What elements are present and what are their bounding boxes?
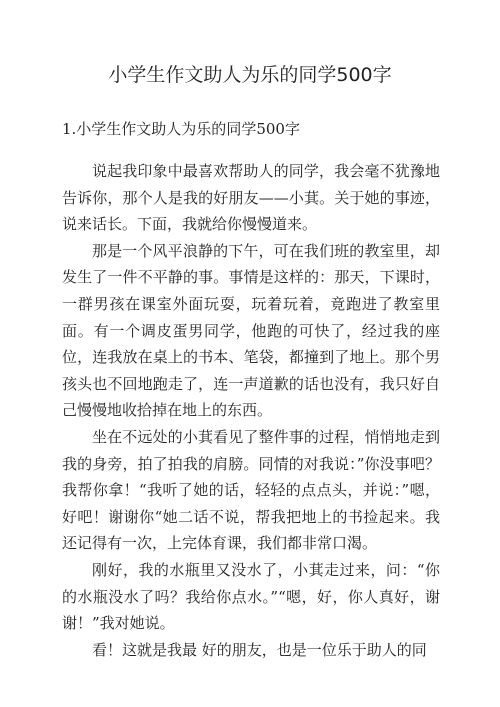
document-title: 小学生作文助人为乐的同学500字 xyxy=(108,64,392,86)
paragraph: 坐在不远处的小萁看见了整件事的过程，悄悄地走到我的身旁，拍了拍我的肩膀。同情的对我说：”你没事吧？我帮你拿！“我听了她的话，轻轻的点点头，并说：”嗯，好吧！谢谢你“她二话不说，帮我把地上的书捡起来。我还记得有一次，上完体育课，我们都非常口渴。 xyxy=(62,427,440,553)
paragraph: 刚好，我的水瓶里又没水了，小萁走过来，问：“你的水瓶没水了吗？我给你点水。”“嗯，好，你人真好，谢谢！”我对她说。 xyxy=(62,560,440,633)
essay-body xyxy=(62,158,440,663)
paragraph: 看！这就是我最 好的朋友，也是一位乐于助人的同 xyxy=(92,640,427,659)
section-heading: 1.小学生作文助人为乐的同学500字 xyxy=(62,120,300,138)
paragraph: 那是一个风平浪静的下午，可在我们班的教室里，却发生了一件不平静的事。事情是这样的：那天，下课时，一群男孩在课室外面玩耍，玩着玩着，竟跑进了教室里面。有一个调皮蛋男同学，他跑的可快了，经过我的座位，连我放在桌上的书本、笔袋，都撞到了地上。那个男孩头也不回地跑走了，连一声道歉的话也没有，我只好自己慢慢地收拾掉在地上的东西。 xyxy=(62,241,440,420)
paragraph: 说起我印象中最喜欢帮助人的同学，我会毫不犹豫地告诉你，那个人是我的好朋友——小萁。关于她的事迹，说来话长。下面，我就给你慢慢道来。 xyxy=(62,162,440,234)
